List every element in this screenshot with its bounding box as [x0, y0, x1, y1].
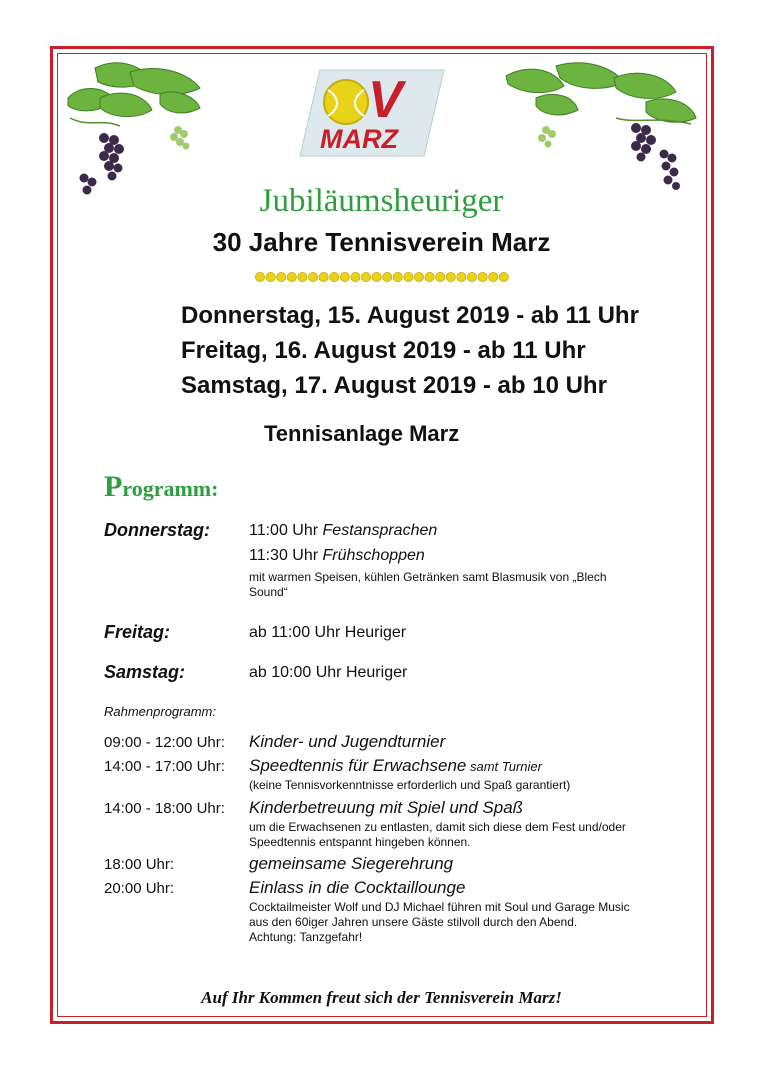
divider-dot [287, 272, 296, 281]
divider-dot [499, 272, 508, 281]
rahmen-4-title: gemeinsame Siegerehrung [249, 854, 454, 873]
rahmen-5-note-line-1: Cocktailmeister Wolf und DJ Michael führen mit Soul und Garage Music [249, 900, 630, 914]
freitag-program: ab 11:00 Uhr Heuriger [249, 624, 407, 641]
rahmen-2-note: (keine Tennisvorkenntnisse erforderlich und Spaß garantiert) [249, 778, 571, 792]
divider-dot [361, 272, 370, 281]
divider-dot [425, 272, 434, 281]
divider-dot [436, 272, 445, 281]
rahmenprogramm-heading: Rahmenprogramm: [104, 704, 216, 719]
programm-heading [104, 470, 218, 504]
divider-dot [489, 272, 498, 281]
divider-dot [478, 272, 487, 281]
rahmen-2-suffix: samt Turnier [466, 759, 542, 774]
decorative-dot-divider [255, 270, 510, 284]
rahmen-1-title: Kinder- und Jugendturnier [249, 732, 446, 751]
rahmen-3-note-line-1: um die Erwachsenen zu entlasten, damit sich diese dem Fest und/oder [249, 820, 626, 834]
day-label-donnerstag: Donnerstag: [104, 520, 211, 540]
rahmen-2-title: Speedtennis für Erwachsene [249, 756, 467, 775]
day-label-freitag: Freitag: [104, 622, 171, 642]
donnerstag-item-1 [249, 522, 437, 540]
rahmen-2-heading [249, 756, 542, 776]
rahmen-3-time: 14:00 - 18:00 Uhr: [104, 800, 225, 817]
rahmen-1-time: 09:00 - 12:00 Uhr: [104, 734, 225, 751]
date-line-donnerstag: Donnerstag, 15. August 2019 - ab 11 Uhr [181, 302, 639, 329]
rahmen-3-title: Kinderbetreuung mit Spiel und Spaß [249, 798, 524, 817]
donnerstag-item-2-note-line-2: Sound“ [249, 585, 288, 599]
divider-dot [393, 272, 402, 281]
donnerstag-item-2 [249, 547, 425, 565]
day-label-samstag: Samstag: [104, 662, 186, 682]
divider-dot [467, 272, 476, 281]
tv-marz-logo [298, 68, 446, 158]
divider-dot [340, 272, 349, 281]
divider-dot [457, 272, 466, 281]
donnerstag-item-1-text: Festansprachen [322, 522, 438, 539]
divider-dot [383, 272, 392, 281]
donnerstag-item-2-text: Frühschoppen [322, 547, 425, 564]
event-subtitle: 30 Jahre Tennisverein Marz [212, 227, 551, 257]
divider-dot [308, 272, 317, 281]
grape-vine-left-illustration [60, 58, 210, 198]
logo-club-name: MARZ [320, 124, 398, 154]
divider-dot [255, 272, 264, 281]
donnerstag-item-1-time: 11:00 Uhr [249, 522, 323, 539]
closing-line: Auf Ihr Kommen freut sich der Tennisverein Marz! [201, 988, 562, 1007]
date-line-samstag: Samstag, 17. August 2019 - ab 10 Uhr [181, 372, 607, 399]
divider-dot [319, 272, 328, 281]
logo-letter: V [368, 71, 403, 129]
samstag-program: ab 10:00 Uhr Heuriger [249, 664, 408, 681]
programm-heading-initial: P [104, 470, 123, 503]
donnerstag-item-2-time: 11:30 Uhr [249, 547, 323, 564]
divider-dot [414, 272, 423, 281]
rahmen-4-time: 18:00 Uhr: [104, 856, 175, 873]
rahmen-3-note-line-2: Speedtennis entspannt hingeben können. [249, 835, 471, 849]
divider-dot [351, 272, 360, 281]
divider-dot [446, 272, 455, 281]
divider-dot [266, 272, 275, 281]
divider-dot [298, 272, 307, 281]
rahmen-5-note-line-3: Achtung: Tanzgefahr! [249, 930, 363, 944]
rahmen-5-time: 20:00 Uhr: [104, 880, 175, 897]
donnerstag-item-2-note-line-1: mit warmen Speisen, kühlen Getränken samt Blasmusik von „Blech [249, 570, 607, 584]
divider-dot [404, 272, 413, 281]
rahmen-5-title: Einlass in die Cocktaillounge [249, 878, 466, 897]
rahmen-5-note-line-2: aus den 60iger Jahren unsere Gäste stilvoll durch den Abend. [249, 915, 578, 929]
rahmen-2-time: 14:00 - 17:00 Uhr: [104, 758, 225, 775]
grape-vine-right-illustration [496, 58, 701, 198]
date-line-freitag: Freitag, 16. August 2019 - ab 11 Uhr [181, 337, 586, 364]
event-title: Jubiläumsheuriger [259, 183, 504, 219]
venue: Tennisanlage Marz [264, 421, 460, 446]
programm-heading-rest: rogramm: [122, 476, 219, 501]
divider-dot [372, 272, 381, 281]
divider-dot [277, 272, 286, 281]
divider-dot [330, 272, 339, 281]
